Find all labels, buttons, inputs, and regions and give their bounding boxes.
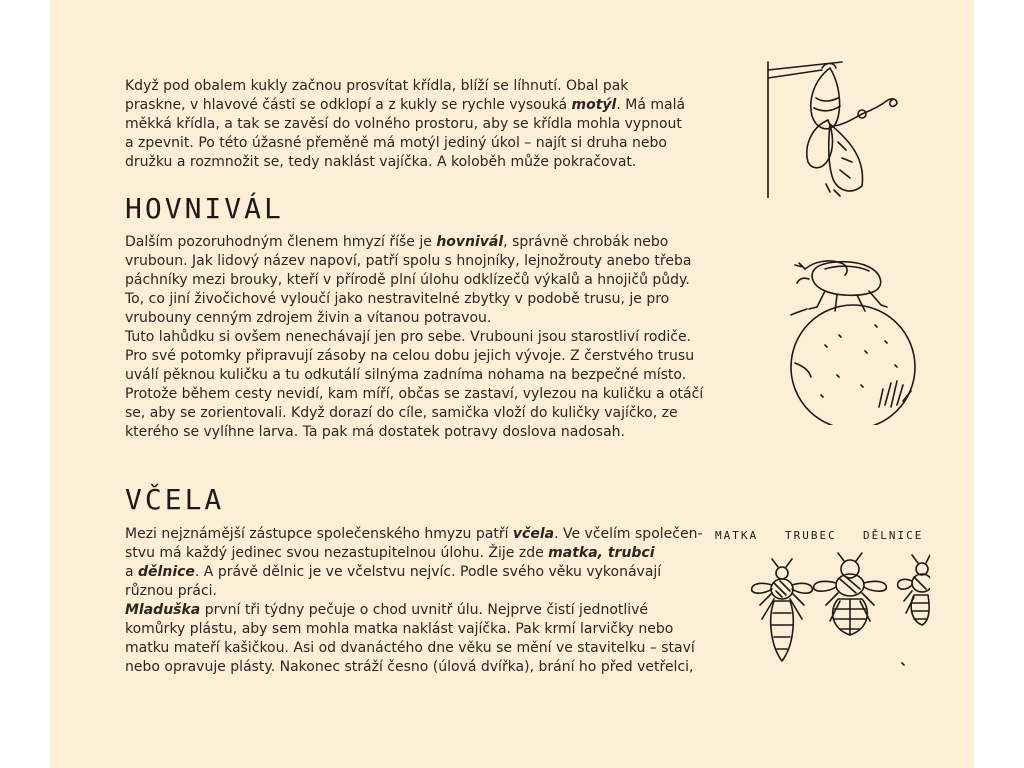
text-line: páchníky mezi brouky, kteří v přírodě plní úlohu odklízečů výkalů a hnojičů půdy. — [125, 272, 690, 288]
emphasized-term: včela — [512, 526, 555, 542]
heading-hovnival: HOVNIVÁL — [125, 192, 284, 225]
hovnival-paragraph — [125, 233, 703, 442]
worker-bee-icon — [898, 555, 930, 625]
intro-paragraph — [125, 77, 685, 172]
text-line: měkká křídla, a tak se zavěsí do volného prostoru, aby se křídla mohla vypnout — [125, 116, 682, 132]
text-line: Když pod obalem kukly začnou prosvítat křídla, blíží se líhnutí. Obal pak — [125, 78, 629, 94]
drone-bee-icon — [814, 553, 887, 635]
text-line: Mezi nejznámější zástupce společenského hmyzu patří včela. Ve včelím společen- — [125, 526, 703, 542]
text-line: a dělnice. A právě dělnic je ve včelstvu nejvíc. Podle svého věku vykonávají — [125, 564, 662, 580]
emphasized-term: Mladuška — [125, 602, 201, 618]
bee-castes-illustration — [700, 545, 930, 670]
text-line: stvu má každý jedinec svou nezastupitelnou úlohu. Žije zde matka, trubci — [125, 545, 655, 561]
emphasized-term: matka, trubci — [548, 545, 655, 561]
book-page — [50, 0, 974, 768]
emphasized-term: motýl — [571, 97, 617, 113]
dung-beetle-on-ball-illustration — [765, 255, 945, 425]
text-line: To, co jiní živočichové vyloučí jako nestravitelné zbytky v podobě trusu, je pro — [125, 291, 670, 307]
text-line: vrubouny cenným zdrojem živin a vítanou potravou. — [125, 310, 492, 326]
text-line: různou práci. — [125, 583, 217, 599]
queen-bee-icon — [752, 559, 813, 661]
text-line: Tuto lahůdku si ovšem nenechávají jen pro sebe. Vrubouni jsou starostliví rodiče. — [125, 329, 692, 345]
label-delnice: DĚLNICE — [863, 529, 924, 542]
text-line: družku a rozmnožit se, tedy naklást vajíčka. A koloběh může pokračovat. — [125, 154, 637, 170]
text-line: komůrky plástu, aby sem mohla matka naklást vajíčka. Pak krmí larvičky nebo — [125, 621, 674, 637]
butterfly-emerging-illustration — [750, 58, 900, 198]
vcela-paragraph — [125, 525, 703, 677]
text-line: nebo opravuje plásty. Nakonec stráží česno (úlová dvířka), brání ho před vetřelci, — [125, 659, 694, 675]
emphasized-term: hovnivál — [436, 234, 504, 250]
text-line: se, aby se zorientovali. Když dorazí do cíle, samička vloží do kuličky vajíčko, ze — [125, 405, 678, 421]
text-line: Protože během cesty nevidí, kam míří, občas se zastaví, vylezou na kuličku a otáčí — [125, 386, 704, 402]
text-line: kterého se vylíhne larva. Ta pak má dostatek potravy doslova nadosah. — [125, 424, 626, 440]
heading-vcela: VČELA — [125, 483, 225, 516]
emphasized-term: dělnice — [138, 564, 195, 580]
text-line: Mladuška první tři týdny pečuje o chod uvnitř úlu. Nejprve čistí jednotlivé — [125, 602, 649, 618]
label-trubec: TRUBEC — [785, 529, 837, 542]
text-line: Dalším pozoruhodným členem hmyzí říše je hovnivál, správně chrobák nebo — [125, 234, 669, 250]
text-line: vruboun. Jak lidový název napoví, patří spolu s hnojníky, lejnožrouty anebo třeba — [125, 253, 692, 269]
text-line: praskne, v hlavové části se odklopí a z kukly se rychle vysouká motýl. Má malá — [125, 97, 686, 113]
text-line: uválí pěknou kuličku a tu odkutálí silnýma zadníma nohama na bezpečné místo. — [125, 367, 687, 383]
text-line: matku mateří kašičkou. Asi od dvanáctého dne věku se mění ve stavitelku – staví — [125, 640, 695, 656]
text-line: a zpevnit. Po této úžasné přeměně má motýl jediný úkol – najít si druha nebo — [125, 135, 667, 151]
label-matka: MATKA — [715, 529, 759, 542]
text-line: Pro své potomky připravují zásoby na celou dobu jejich vývoje. Z čerstvého trusu — [125, 348, 695, 364]
